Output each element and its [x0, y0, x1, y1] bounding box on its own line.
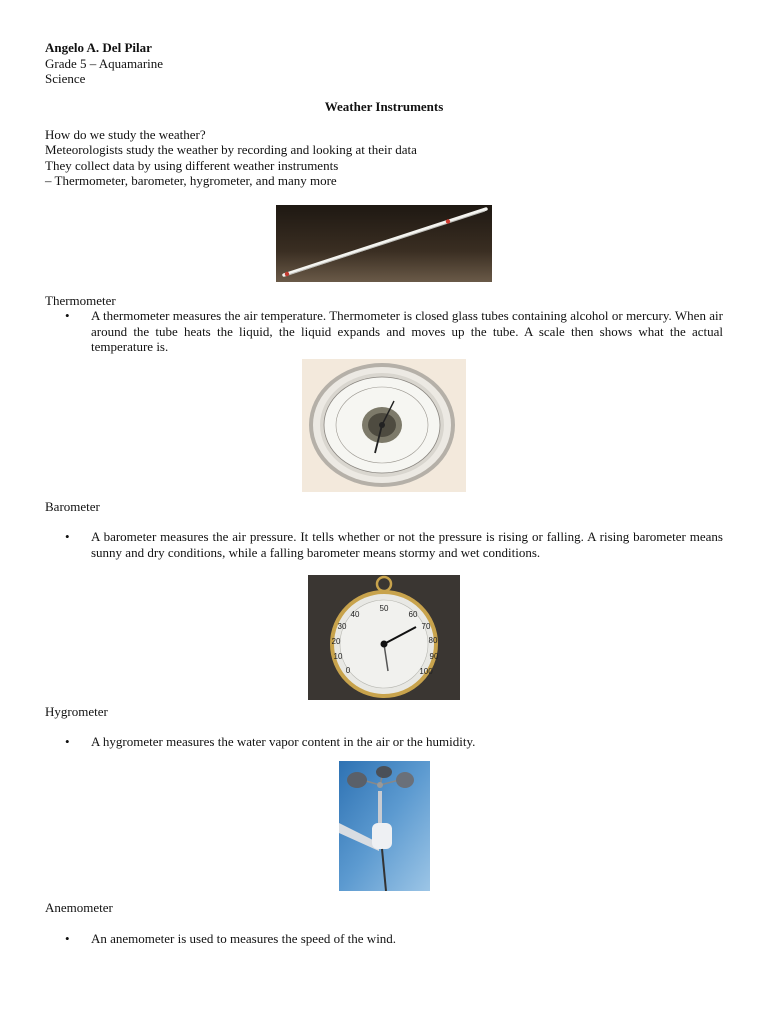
- intro-line: How do we study the weather?: [45, 126, 206, 142]
- dial-label: 100: [419, 667, 433, 676]
- thermometer-bullet-list: [45, 308, 723, 355]
- dial-label: 90: [429, 652, 439, 661]
- anemometer-bullet-list: [45, 931, 723, 947]
- grade-line: Grade 5 – Aquamarine: [45, 55, 164, 71]
- hygrometer-image: [308, 575, 460, 700]
- dial-label: 40: [350, 610, 360, 619]
- anemometer-image: [339, 761, 430, 891]
- barometer-image: [302, 359, 466, 492]
- document-page: [45, 40, 723, 946]
- list-item: [45, 734, 723, 750]
- list-item: [45, 529, 723, 560]
- anemometer-heading: Anemometer: [45, 900, 113, 915]
- thermometer-description: A thermometer measures the air temperature. Thermometer is closed glass tubes containing alcohol or mercury. When air around the tube heats the liquid, the liquid expands and moves up the tube. A scale then shows what the actual temperature is.: [91, 308, 723, 354]
- bullet-icon: •: [65, 529, 70, 544]
- thermometer-image: [276, 205, 492, 282]
- author-name: Angelo A. Del Pilar: [45, 40, 152, 55]
- dial-label: 50: [379, 604, 389, 613]
- intro-line: Meteorologists study the weather by recording and looking at their data: [45, 142, 417, 157]
- bullet-icon: •: [65, 308, 70, 323]
- bullet-icon: •: [65, 930, 70, 946]
- dial-label: 80: [428, 636, 438, 645]
- dial-label: 70: [421, 622, 431, 631]
- dial-label: 60: [408, 610, 418, 619]
- hygrometer-bullet-list: [45, 734, 723, 750]
- page-title: Weather Instruments: [324, 98, 444, 114]
- barometer-bullet-list: [45, 529, 723, 560]
- list-item: [45, 308, 723, 355]
- dial-label: 20: [331, 637, 341, 646]
- list-item: [45, 931, 723, 947]
- hygrometer-heading: Hygrometer: [45, 704, 108, 719]
- intro-line: They collect data by using different weather instruments: [45, 157, 339, 173]
- dial-label: 30: [337, 622, 347, 631]
- dial-label: 10: [333, 652, 343, 661]
- hygrometer-description: A hygrometer measures the water vapor content in the air or the humidity.: [91, 733, 476, 749]
- barometer-heading: Barometer: [45, 498, 100, 514]
- thermometer-heading: Thermometer: [45, 292, 116, 308]
- dial-label: 0: [345, 666, 351, 675]
- bullet-icon: •: [65, 733, 70, 749]
- subject-line: Science: [45, 71, 86, 86]
- anemometer-description: An anemometer is used to measures the speed of the wind.: [91, 930, 397, 946]
- intro-block: [45, 127, 723, 189]
- barometer-description: A barometer measures the air pressure. It tells whether or not the pressure is rising or falling. A rising barometer means sunny and dry conditions, while a falling barometer means stormy and wet conditions.: [91, 529, 723, 560]
- intro-line: – Thermometer, barometer, hygrometer, and many more: [45, 173, 337, 188]
